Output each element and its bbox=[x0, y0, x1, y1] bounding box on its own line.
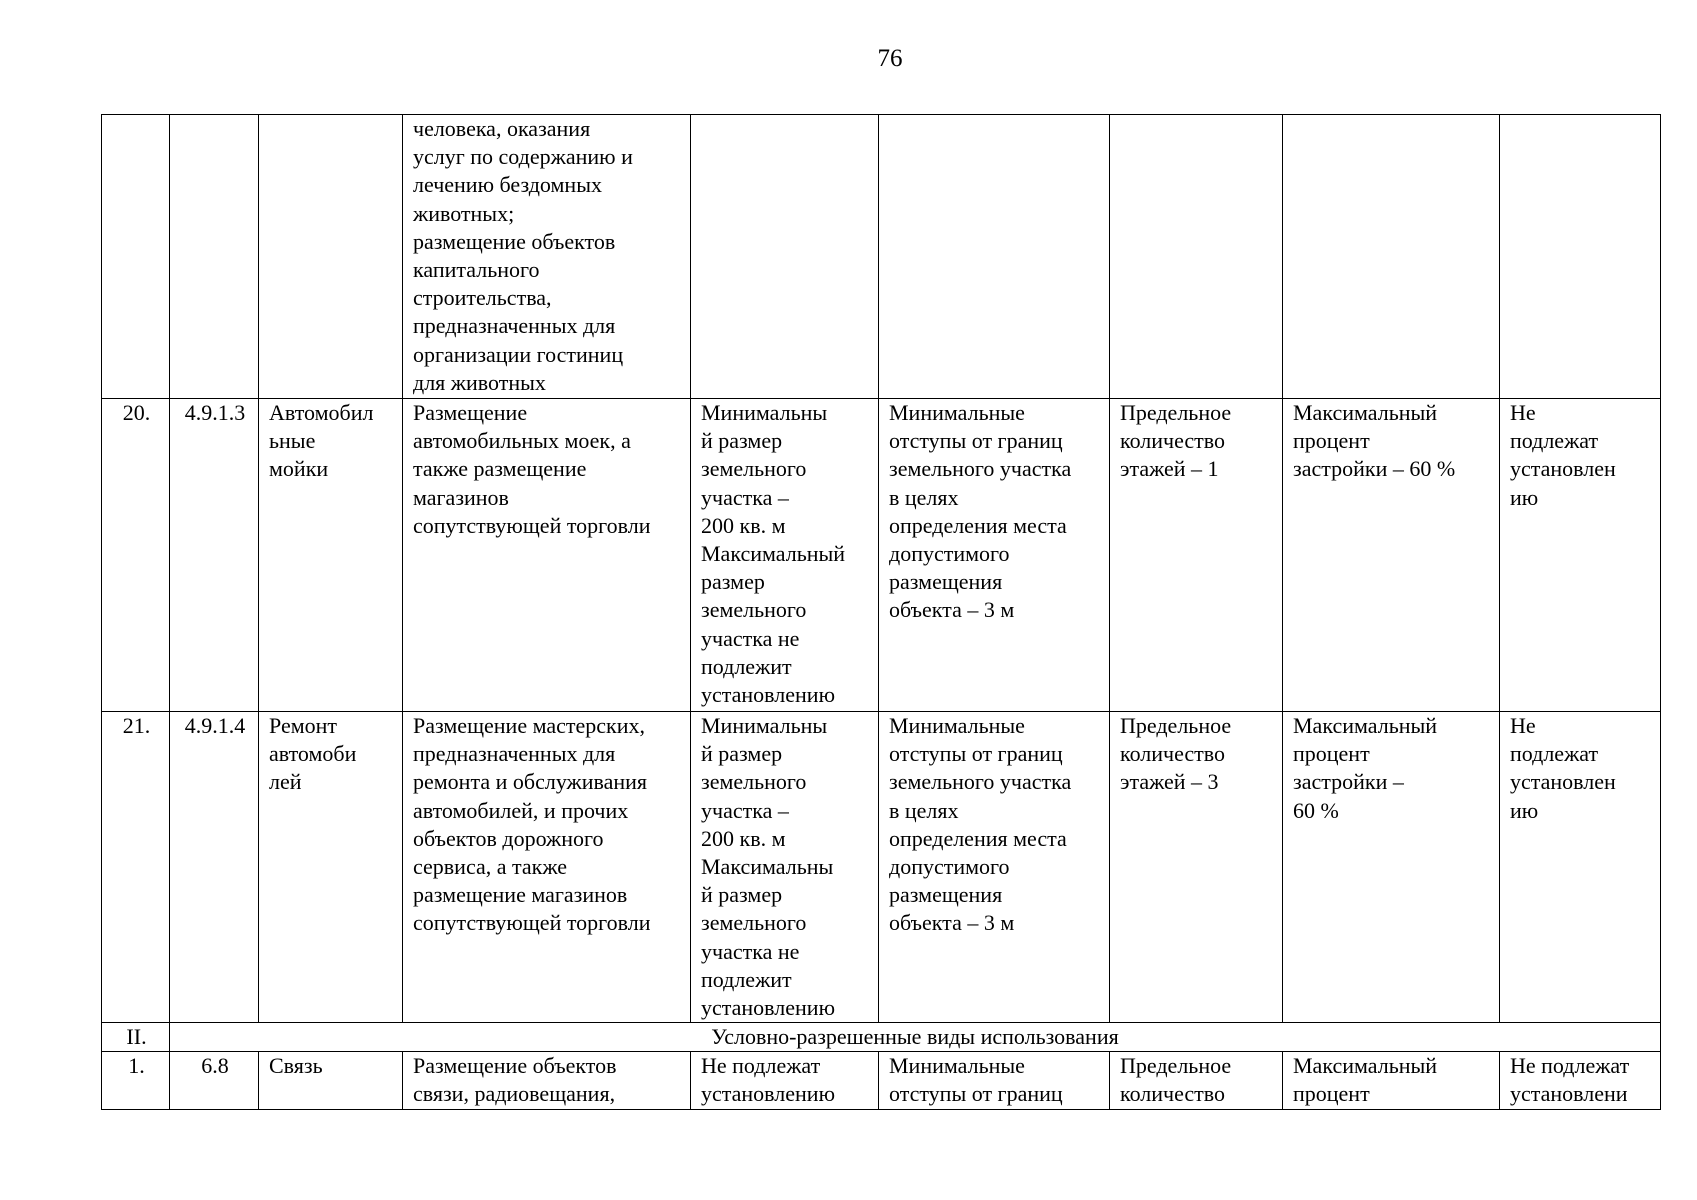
floors-cell: Предельное количество этажей – 3 bbox=[1110, 712, 1283, 1023]
floors-cell bbox=[1110, 115, 1283, 399]
classifier-code-cell: 4.9.1.3 bbox=[170, 399, 259, 712]
row-number-cell bbox=[102, 115, 170, 399]
use-name-cell: Ремонт автомоби лей bbox=[259, 712, 403, 1023]
setbacks-cell: Минимальные отступы от границ земельного участка в целях определения места допустимого размещения объекта – 3 м bbox=[879, 399, 1110, 712]
classifier-code-cell bbox=[170, 115, 259, 399]
use-description-cell: Размещение автомобильных моек, а также размещение магазинов сопутствующей торговли bbox=[403, 399, 691, 712]
table-row bbox=[102, 115, 1661, 399]
setbacks-cell: Минимальные отступы от границ земельного участка в целях определения места допустимого размещения объекта – 3 м bbox=[879, 712, 1110, 1023]
coverage-cell: Максимальный процент застройки – 60 % bbox=[1283, 399, 1500, 712]
restrictions-cell: Не подлежат установлен ию bbox=[1500, 399, 1661, 712]
use-description-cell: человека, оказания услуг по содержанию и лечению бездомных животных; размещение объектов капитального строительства, предназначенных для организации гостиниц для животных bbox=[403, 115, 691, 399]
restrictions-cell bbox=[1500, 115, 1661, 399]
classifier-code-cell: 4.9.1.4 bbox=[170, 712, 259, 1023]
page-number: 76 bbox=[877, 45, 903, 72]
setbacks-cell bbox=[879, 115, 1110, 399]
section-title-cell: Условно-разрешенные виды использования bbox=[170, 1023, 1661, 1052]
floors-cell: Предельное количество bbox=[1110, 1052, 1283, 1109]
plot-size-cell: Минимальны й размер земельного участка – 200 кв. м Максимальны й размер земельного участка не подлежит установлению bbox=[691, 712, 879, 1023]
use-description-cell: Размещение мастерских, предназначенных для ремонта и обслуживания автомобилей, и прочих объектов дорожного сервиса, а также размещение магазинов сопутствующей торговли bbox=[403, 712, 691, 1023]
use-name-cell: Автомобил ьные мойки bbox=[259, 399, 403, 712]
zoning-regulations-table bbox=[101, 114, 1661, 1110]
restrictions-cell: Не подлежат установлен ию bbox=[1500, 712, 1661, 1023]
restrictions-cell: Не подлежат установлени bbox=[1500, 1052, 1661, 1109]
row-number-cell: 21. bbox=[102, 712, 170, 1023]
classifier-code-cell: 6.8 bbox=[170, 1052, 259, 1109]
plot-size-cell: Не подлежат установлению bbox=[691, 1052, 879, 1109]
plot-size-cell bbox=[691, 115, 879, 399]
setbacks-cell: Минимальные отступы от границ bbox=[879, 1052, 1110, 1109]
use-name-cell bbox=[259, 115, 403, 399]
table-row bbox=[102, 712, 1661, 1023]
section-header-row bbox=[102, 1023, 1661, 1052]
row-number-cell: 20. bbox=[102, 399, 170, 712]
use-description-cell: Размещение объектов связи, радиовещания, bbox=[403, 1052, 691, 1109]
row-number-cell: 1. bbox=[102, 1052, 170, 1109]
table-row bbox=[102, 1052, 1661, 1109]
table-row bbox=[102, 399, 1661, 712]
coverage-cell bbox=[1283, 115, 1500, 399]
floors-cell: Предельное количество этажей – 1 bbox=[1110, 399, 1283, 712]
coverage-cell: Максимальный процент застройки – 60 % bbox=[1283, 712, 1500, 1023]
plot-size-cell: Минимальны й размер земельного участка – 200 кв. м Максимальный размер земельного участка не подлежит установлению bbox=[691, 399, 879, 712]
use-name-cell: Связь bbox=[259, 1052, 403, 1109]
section-number-cell: II. bbox=[102, 1023, 170, 1052]
coverage-cell: Максимальный процент bbox=[1283, 1052, 1500, 1109]
